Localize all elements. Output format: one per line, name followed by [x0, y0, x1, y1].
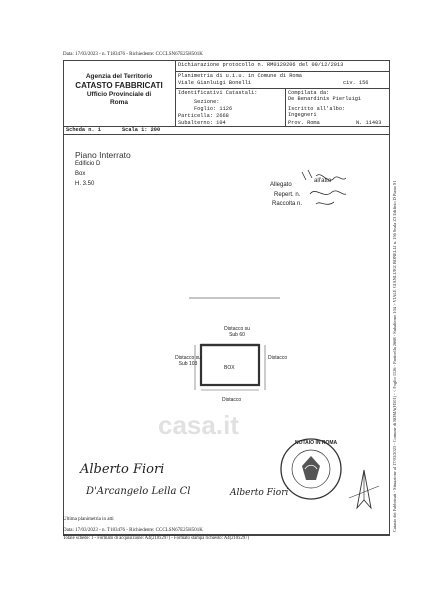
foglio: Foglio: 1126 [194, 106, 233, 112]
planimetria-line: Planimetria di u.i.u. in Comune di Roma [178, 73, 302, 79]
stamp-scribble-icon [298, 166, 350, 210]
particella: Particella: 2668 [178, 113, 229, 119]
scala: Scala 1: 200 [122, 127, 161, 133]
scheda-divider [63, 134, 390, 135]
side-vertical-text: Catasto dei Fabbricati - Situazione al 17/03/2023 - Comune di ROMA(H501) - < Foglio 1126 - Particella 2668 - Subalterno 104 > VIALE GIANLUIGI BONELLI n. 156 Scala Z3 Edificio D Piano S1 [392, 180, 397, 532]
catasto-title: CATASTO FABBRICATI [75, 81, 163, 90]
info-vdivider [285, 88, 286, 126]
footer-line2: Totale schede: 1 - Formato di acquisizione: A4(210x297) - Formato stampa richiesto: A4(210x297) [63, 536, 250, 541]
compilata-label: Compilata da: [288, 90, 330, 96]
edificio: Edificio D [75, 161, 101, 167]
header-vdivider [175, 60, 176, 126]
plan-label-left: Distacco su Sub 103 [175, 355, 201, 367]
iscritto-label: Iscritto all'albo: [288, 106, 346, 112]
signature-3: Alberto Fiori [230, 488, 289, 498]
ident-title: Identificativi Catastali: [178, 90, 258, 96]
compiler-name: De Benardinis Pierluigi [288, 96, 362, 102]
province: Prov. Roma [288, 120, 320, 126]
civic-number: civ. 156 [343, 80, 369, 86]
footer-line1: Data: 17/03/2023 - n. T183476 - Richiedente: CCCLSN67E25H501K [63, 528, 203, 533]
signature-2: D'Arcangelo Lella Cl [86, 486, 191, 497]
subalterno: Subalterno: 104 [178, 120, 226, 126]
seal-text: NOTAIO IN ROMA [295, 440, 338, 446]
info-divider-1 [175, 71, 390, 72]
allegato-atto: all'atto [314, 178, 332, 184]
top-stamp: Data: 17/03/2023 - n. T183476 - Richiedente: CCCLSN67E25H501K [63, 52, 203, 57]
raccolta-label: Raccolta n. [272, 201, 303, 207]
floor-plan [185, 290, 305, 410]
signature-1: Alberto Fiori [80, 462, 165, 477]
plan-label-center: BOX [224, 365, 235, 371]
plan-label-top: Distacco su Sub 60 [224, 326, 250, 338]
floor-title: Piano Interrato [75, 150, 131, 160]
office-city: Roma [109, 99, 129, 106]
register-number: N. 11403 [356, 120, 382, 126]
sezione: Sezione: [194, 99, 220, 105]
allegato-stamp [270, 170, 350, 210]
footer-ultima: Ultima planimetria in atti [63, 517, 114, 522]
height-label: H. 3.50 [75, 181, 95, 187]
agency-name: Agenzia del Territorio [85, 73, 153, 80]
address: Viale Gianluigi Bonelli [178, 80, 252, 86]
header-divider [63, 126, 390, 127]
albo-name: Ingegneri [288, 112, 317, 118]
plan-label-right: Distacco [268, 355, 288, 361]
scheda: Scheda n. 1 [66, 127, 101, 133]
repert-label: Repert. n. [274, 192, 301, 198]
office-name: Ufficio Provinciale di [86, 91, 152, 98]
dichiarazione: Dichiarazione protocollo n. RM0129206 del 09/12/2013 [178, 62, 344, 68]
watermark: casa.it [158, 410, 239, 440]
plan-label-bottom: Distacco [222, 397, 242, 403]
info-divider-2 [175, 88, 390, 89]
box-label: Box [75, 171, 86, 177]
allegato-label: Allegato [270, 182, 292, 188]
north-arrow-icon [347, 468, 381, 514]
